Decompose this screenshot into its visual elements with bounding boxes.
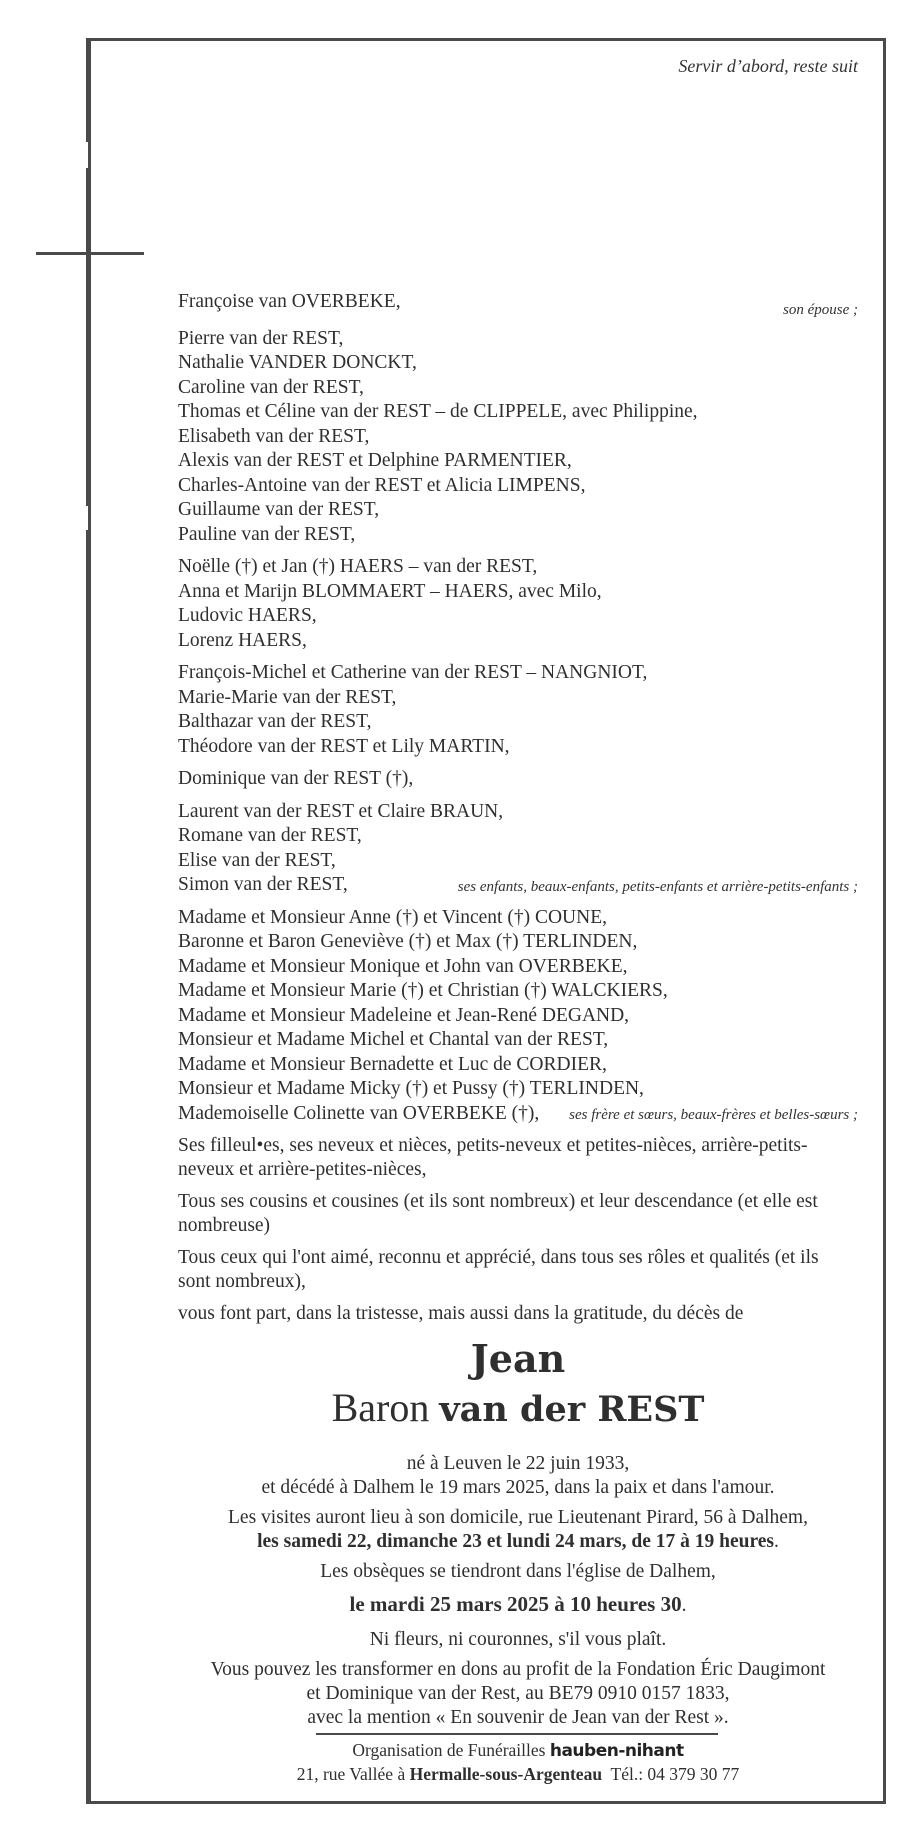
motto: Servir d’abord, reste suit: [678, 56, 858, 76]
spouse-name: Françoise van OVERBEKE,: [178, 291, 401, 312]
sibling-line: Monsieur et Madame Michel et Chantal van der REST,: [178, 1029, 609, 1050]
announcement-paragraph: vous font part, dans la tristesse, mais aussi dans la gratitude, du décès de: [178, 1303, 744, 1324]
spouse-role: son épouse ;: [783, 302, 858, 318]
family-member-line: François-Michel et Catherine van der REST – NANGNIOT,: [178, 662, 648, 683]
family-member-line: Guillaume van der REST,: [178, 499, 380, 520]
family-member-line: Anna et Marijn BLOMMAERT – HAERS, avec Milo,: [178, 580, 602, 602]
death-line: et décédé à Dalhem le 19 mars 2025, dans la paix et dans l'amour.: [261, 1477, 775, 1498]
funeral-line: Les obsèques se tiendront dans l'église de Dalhem,: [320, 1561, 716, 1582]
family-member-line: Marie-Marie van der REST,: [178, 686, 397, 708]
funeral-date: le mardi 25 mars 2025 à 10 heures 30: [349, 1592, 682, 1616]
announcement-paragraph: Ses filleul•es, ses neveux et nièces, petits-neveux et petites-nièces, arrière-petits-neveux et arrière-petites-nièces,: [178, 1135, 808, 1180]
children-subgroup: [178, 800, 858, 898]
children-subgroup: [178, 555, 858, 653]
cross-vertical-middle: [86, 168, 90, 506]
birth-line: né à Leuven le 22 juin 1933,: [406, 1453, 630, 1474]
children-groups: [178, 327, 858, 898]
sibling-line: Madame et Monsieur Madeleine et Jean-René DEGAND,: [178, 1004, 630, 1026]
deceased-first-name: Jean: [470, 1336, 566, 1381]
life-dates: [178, 1452, 858, 1500]
sibling-line: Mademoiselle Colinette van OVERBEKE (†),: [178, 1102, 540, 1124]
family-member-line: Laurent van der REST et Claire BRAUN,: [178, 800, 504, 822]
sibling-line: Madame et Monsieur Monique et John van OVERBEKE,: [178, 955, 628, 977]
donation-block: [178, 1658, 858, 1730]
sibling-line: Baronne et Baron Geneviève (†) et Max (†) TERLINDEN,: [178, 931, 638, 952]
family-member-line: Nathalie VANDER DONCKT,: [178, 352, 417, 373]
family-member-line: Théodore van der REST et Lily MARTIN,: [178, 735, 510, 757]
visits: Les visites auront lieu à son domicile, rue Lieutenant Pirard, 56 à Dalhem, les samedi 22, dimanche 23 et lundi 24 mars, de 17 à 19 heures.: [178, 1506, 858, 1554]
donation-line: Vous pouvez les transformer en dons au profit de la Fondation Éric Daugimont: [210, 1659, 826, 1680]
deceased-full-name: [178, 1384, 858, 1431]
footer-org: [178, 1740, 858, 1761]
sibling-line: Madame et Monsieur Anne (†) et Vincent (†) COUNE,: [178, 906, 607, 928]
family-member-line: Caroline van der REST,: [178, 376, 364, 398]
family-member-line: Charles-Antoine van der REST et Alicia LIMPENS,: [178, 474, 586, 496]
footer-org-label: Organisation de Funérailles: [352, 1740, 546, 1760]
family-list: [178, 290, 858, 1335]
funeral-date-line: le mardi 25 mars 2025 à 10 heures 30.: [349, 1592, 687, 1616]
announcement-paragraphs: [178, 1134, 858, 1326]
footer-town: Hermalle-sous-Argenteau: [409, 1764, 603, 1784]
funeral-home-logo: hauben-nihant: [549, 1741, 684, 1761]
footer-divider: [316, 1733, 718, 1735]
family-member-line: Pierre van der REST,: [178, 327, 344, 349]
family-member-line: Thomas et Céline van der REST – de CLIPPELE, avec Philippine,: [178, 401, 698, 422]
children-subgroup: [178, 767, 858, 792]
announcement-paragraph: Tous ceux qui l'ont aimé, reconnu et apprécié, dans tous ses rôles et qualités (et ils sont nombreux),: [178, 1247, 819, 1292]
footer-phone: Tél.: 04 379 30 77: [610, 1764, 740, 1784]
family-member-line: Elisabeth van der REST,: [178, 425, 370, 447]
family-member-line: Dominique van der REST (†),: [178, 768, 414, 789]
deceased-surname: van der REST: [439, 1389, 705, 1430]
children-subgroup: [178, 327, 858, 548]
family-member-line: Romane van der REST,: [178, 825, 362, 846]
family-member-line: Alexis van der REST et Delphine PARMENTIER,: [178, 450, 572, 471]
children-subgroup: [178, 661, 858, 759]
siblings-role: ses frère et sœurs, beaux-frères et belles-sœurs ;: [569, 1107, 858, 1123]
donation-line: avec la mention « En souvenir de Jean van der Rest ».: [307, 1707, 729, 1728]
family-member-line: Balthazar van der REST,: [178, 711, 372, 732]
donation-line: et Dominique van der Rest, au BE79 0910 0157 1833,: [306, 1683, 730, 1704]
no-flowers: Ni fleurs, ni couronnes, s'il vous plaît.: [369, 1629, 667, 1650]
family-member-line: Elise van der REST,: [178, 849, 336, 871]
spouse-group: [178, 290, 858, 318]
family-member-line: Pauline van der REST,: [178, 523, 356, 545]
siblings-group: [178, 906, 858, 1127]
family-member-line: Lorenz HAERS,: [178, 629, 307, 651]
sibling-line: Madame et Monsieur Bernadette et Luc de CORDIER,: [178, 1053, 607, 1075]
visits-line: Les visites auront lieu à son domicile, rue Lieutenant Pirard, 56 à Dalhem,: [228, 1507, 808, 1528]
cross-horizontal: [36, 252, 144, 255]
sibling-line: Madame et Monsieur Marie (†) et Christian (†) WALCKIERS,: [178, 980, 668, 1001]
sibling-line: Monsieur et Madame Micky (†) et Pussy (†) TERLINDEN,: [178, 1078, 644, 1099]
family-member-line: Noëlle (†) et Jan (†) HAERS – van der REST,: [178, 556, 538, 577]
deceased-title: Baron: [331, 1385, 430, 1430]
cross-vertical-bottom: [86, 530, 90, 1804]
visits-dates: les samedi 22, dimanche 23 et lundi 24 mars, de 17 à 19 heures: [257, 1531, 775, 1552]
family-member-line: Ludovic HAERS,: [178, 605, 317, 626]
footer-address: [178, 1764, 858, 1785]
family-member-line: Simon van der REST,: [178, 874, 348, 895]
footer-address-prefix: 21, rue Vallée à: [296, 1764, 406, 1784]
announcement-paragraph: Tous ses cousins et cousines (et ils sont nombreux) et leur descendance (et elle est nombreuse): [178, 1191, 818, 1236]
cross-vertical-top: [86, 38, 90, 142]
children-role: ses enfants, beaux-enfants, petits-enfants et arrière-petits-enfants ;: [457, 878, 858, 895]
